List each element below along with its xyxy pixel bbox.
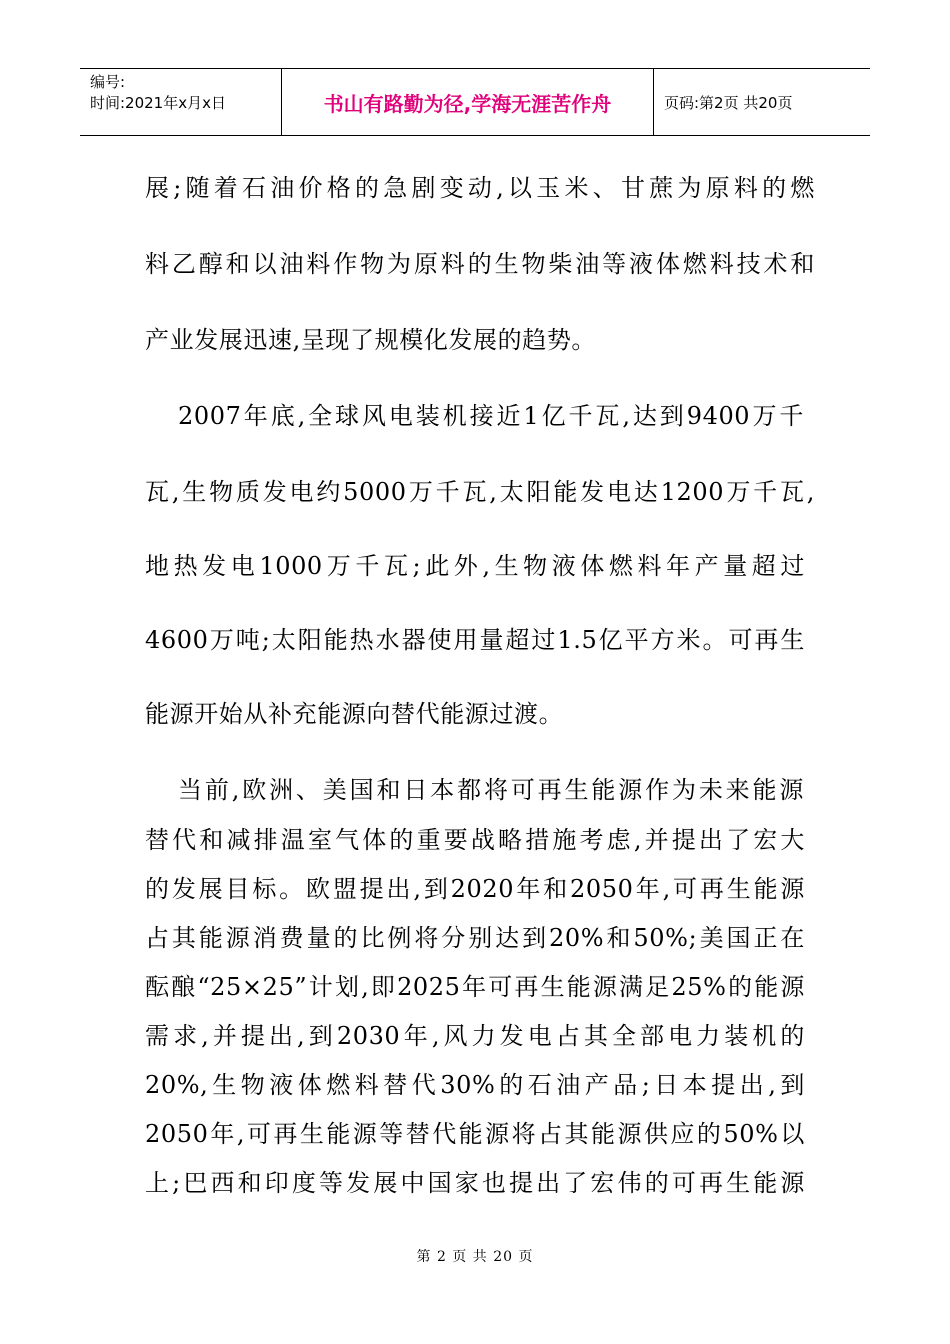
text-line: 的发展目标。欧盟提出,到2020年和2050年,可再生能源	[145, 875, 805, 903]
text-line: 地热发电1000万千瓦;此外,生物液体燃料年产量超过	[145, 552, 805, 580]
text-line: 当前,欧洲、美国和日本都将可再生能源作为未来能源	[178, 776, 804, 804]
text-line: 能源开始从补充能源向替代能源过渡。	[145, 700, 564, 728]
text-line: 占其能源消费量的比例将分别达到20%和50%;美国正在	[145, 924, 805, 952]
page-footer: 第 2 页 共 20 页	[416, 1249, 534, 1265]
text-line: 2007年底,全球风电装机接近1亿千瓦,达到9400万千	[178, 402, 804, 430]
number-label: 编号:	[90, 73, 126, 91]
document-header	[80, 68, 870, 136]
time-label: 时间:2021年x月x日	[90, 94, 226, 112]
text-line: 2050年,可再生能源等替代能源将占其能源供应的50%以	[145, 1120, 805, 1148]
text-line: 需求,并提出,到2030年,风力发电占其全部电力装机的	[145, 1022, 805, 1050]
text-line: 酝酿“25×25”计划,即2025年可再生能源满足25%的能源	[145, 973, 805, 1001]
text-line: 替代和减排温室气体的重要战略措施考虑,并提出了宏大	[145, 826, 805, 854]
text-line: 产业发展迅速,呈现了规模化发展的趋势。	[145, 326, 597, 354]
header-motto: 书山有路勤为径,学海无涯苦作舟	[282, 69, 654, 135]
text-line: 20%,生物液体燃料替代30%的石油产品;日本提出,到	[145, 1071, 805, 1099]
header-meta	[80, 69, 282, 135]
text-line: 料乙醇和以油料作物为原料的生物柴油等液体燃料技术和	[145, 250, 815, 278]
text-line: 上;巴西和印度等发展中国家也提出了宏伟的可再生能源	[145, 1169, 805, 1197]
text-line: 展;随着石油价格的急剧变动,以玉米、甘蔗为原料的燃	[145, 174, 815, 202]
header-page-info: 页码:第2页 共20页	[664, 93, 793, 112]
text-line: 瓦,生物质发电约5000万千瓦,太阳能发电达1200万千瓦,	[145, 478, 815, 506]
text-line: 4600万吨;太阳能热水器使用量超过1.5亿平方米。可再生	[145, 626, 805, 654]
